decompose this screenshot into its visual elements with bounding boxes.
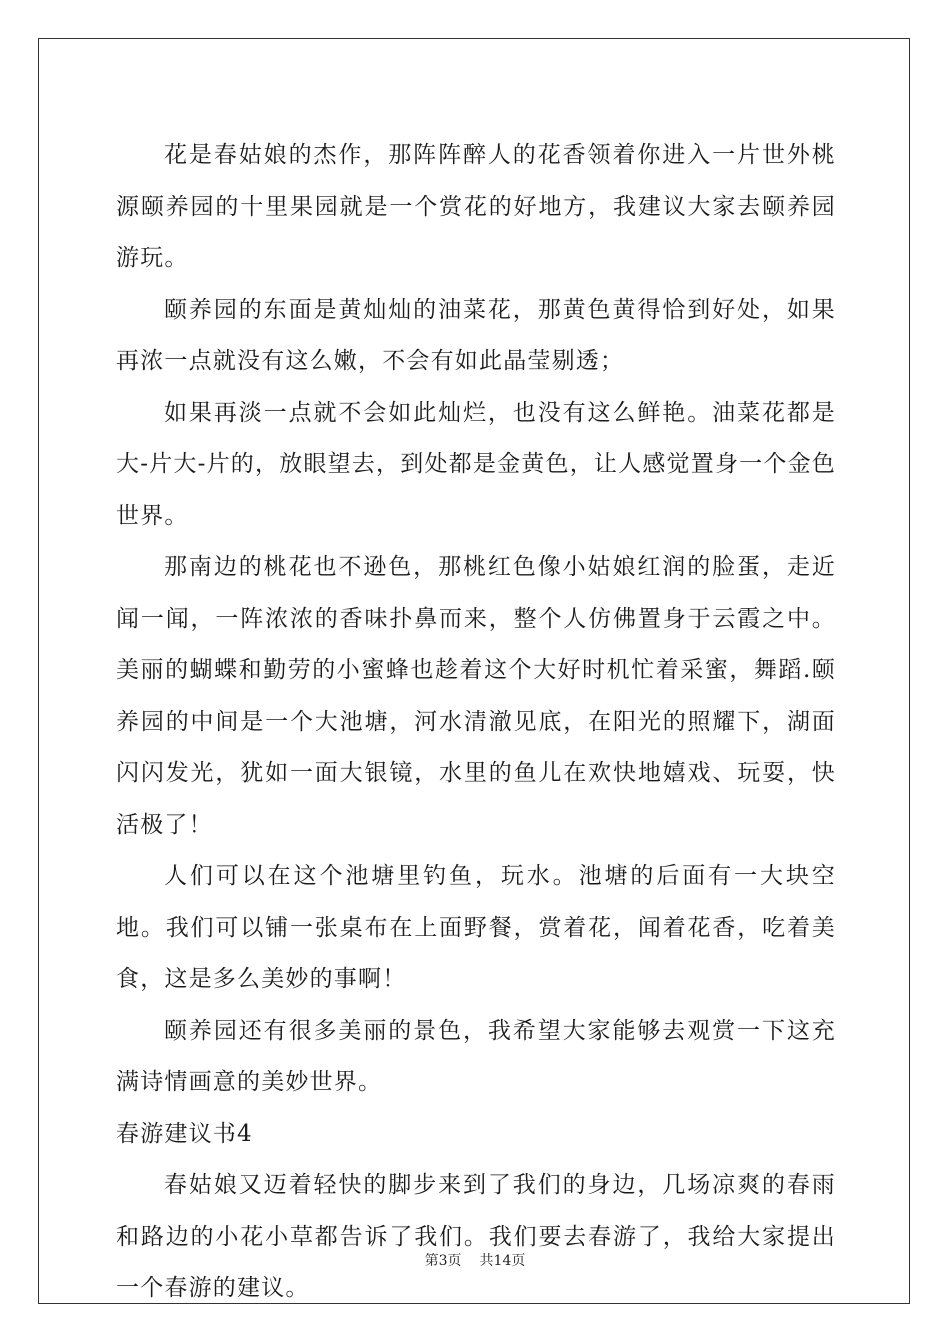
paragraph: 那南边的桃花也不逊色，那桃红色像小姑娘红润的脸蛋，走近闻一闻，一阵浓浓的香味扑鼻而来，整个人仿佛置身于云霞之中。美丽的蝴蝶和勤劳的小蜜蜂也趁着这个大好时机忙着采蜜，舞蹈.颐养园的中间是一个大池塘，河水清澈见底，在阳光的照耀下，湖面闪闪发光，犹如一面大银镜，水里的鱼儿在欢快地嬉戏、玩耍，快活极了！ [116,554,836,838]
paragraph: 如果再淡一点就不会如此灿烂，也没有这么鲜艳。油菜花都是大-片大-片的，放眼望去，到处都是金黄色，让人感觉置身一个金色世界。 [116,399,836,529]
section-heading: 春游建议书4 [116,1120,253,1147]
paragraph: 花是春姑娘的杰作，那阵阵醉人的花香领着你进入一片世外桃源颐养园的十里果园就是一个赏花的好地方，我建议大家去颐养园游玩。 [116,142,836,271]
paragraph: 颐养园的东面是黄灿灿的油菜花，那黄色黄得恰到好处，如果再浓一点就没有这么嫩，不会有如此晶莹剔透； [116,296,836,374]
paragraph: 人们可以在这个池塘里钓鱼，玩水。池塘的后面有一大块空地。我们可以铺一张桌布在上面野餐，赏着花，闻着花香，吃着美食，这是多么美妙的事啊！ [116,863,836,992]
document-body [116,130,836,1315]
page-total: 共14页 [479,1253,526,1269]
page-footer [0,1250,950,1270]
paragraph: 春姑娘又迈着轻快的脚步来到了我们的身边，几场凉爽的春雨和路边的小花小草都告诉了我们。我们要去春游了，我给大家提出一个春游的建议。 [116,1172,836,1301]
paragraph: 颐养园还有很多美丽的景色，我希望大家能够去观赏一下这充满诗情画意的美妙世界。 [116,1017,836,1095]
page-number: 第3页 [424,1253,462,1269]
